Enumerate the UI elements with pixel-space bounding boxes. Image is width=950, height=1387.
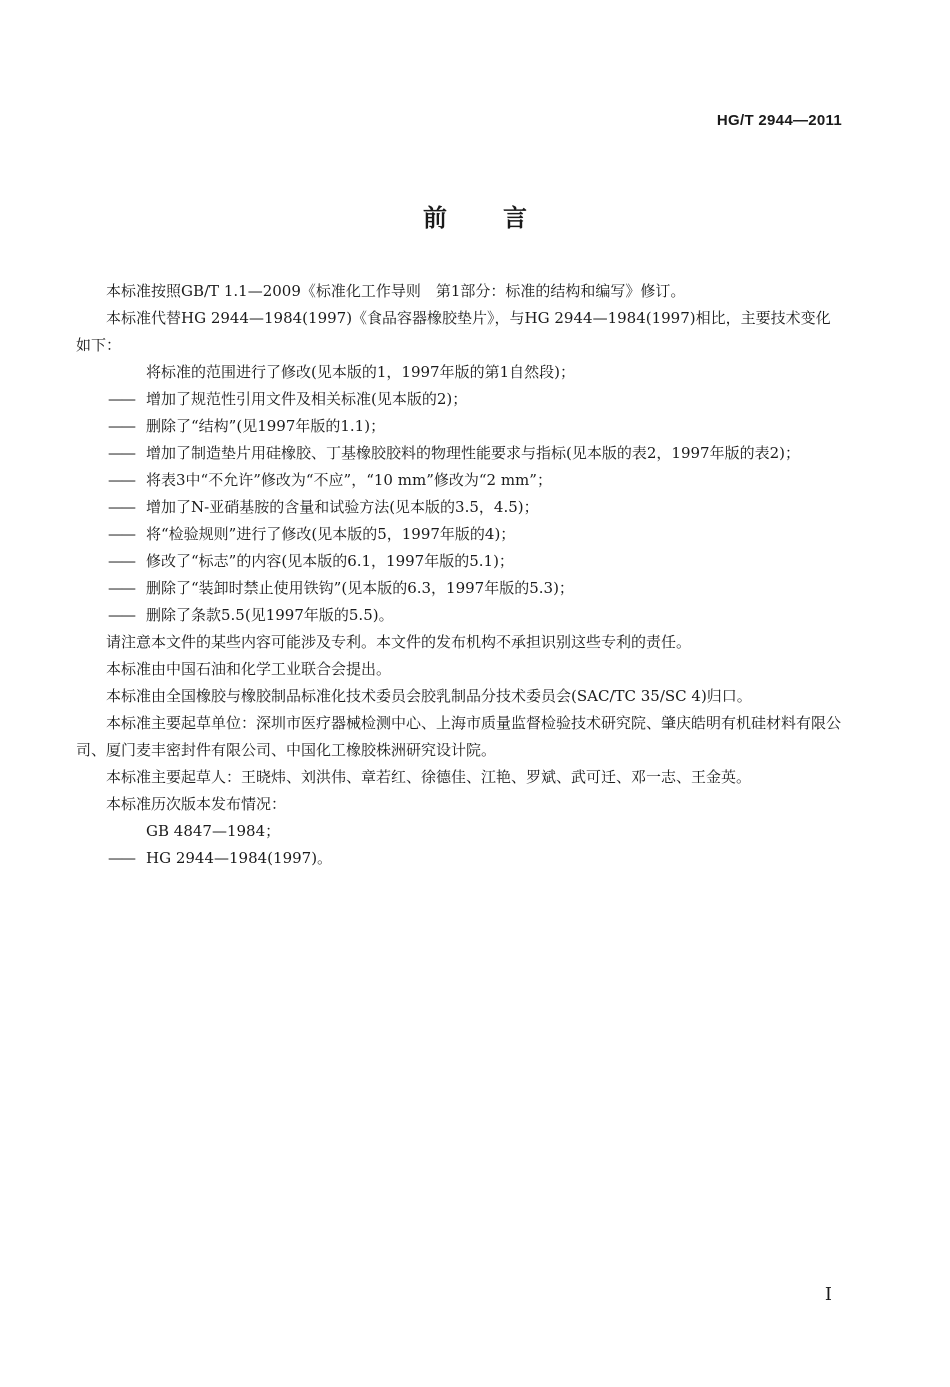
paragraph-patent-notice: 请注意本文件的某些内容可能涉及专利。本文件的发布机构不承担识别这些专利的责任。	[106, 633, 692, 651]
change-item-2	[76, 413, 844, 440]
change-text: 增加了规范性引用文件及相关标准(见本版的2)；	[146, 390, 468, 408]
change-item-5	[76, 494, 844, 521]
change-item-6	[76, 521, 844, 548]
page-number: I	[824, 1284, 832, 1305]
change-text: 删除了条款5.5(见1997年版的5.5)。	[146, 606, 394, 624]
title-char-2: 言	[503, 204, 527, 232]
page-title	[0, 198, 950, 233]
paragraph-revision-basis: 本标准按照GB/T 1.1—2009《标准化工作导则 第1部分：标准的结构和编写》修订。	[106, 282, 686, 300]
dash: ——	[108, 579, 134, 597]
dash: ——	[108, 471, 134, 489]
paragraph-committee: 本标准由全国橡胶与橡胶制品标准化技术委员会胶乳制品分技术委员会(SAC/TC 35/SC 4)归口。	[106, 687, 752, 705]
change-item-0: 将标准的范围进行了修改(见本版的1，1997年版的第1自然段)；	[146, 363, 575, 381]
change-item-8	[76, 575, 844, 602]
history-item-2	[76, 845, 844, 872]
paragraph-drafters: 本标准主要起草人：王晓炜、刘洪伟、章若红、徐德佳、江艳、罗斌、武可迁、邓一志、王金英。	[106, 768, 752, 786]
dash: ——	[108, 552, 134, 570]
paragraph-drafting-units: 本标准主要起草单位：深圳市医疗器械检测中心、上海市质量监督检验技术研究院、肇庆皓明有机硅材料有限公司、厦门麦丰密封件有限公司、中国化工橡胶株洲研究设计院。	[76, 714, 842, 759]
foreword-body	[76, 278, 844, 872]
change-item-3	[76, 440, 844, 467]
dash: ——	[108, 498, 134, 516]
change-text: 增加了制造垫片用硅橡胶、丁基橡胶胶料的物理性能要求与指标(见本版的表2，1997年版的表2)；	[146, 444, 800, 462]
change-item-1	[76, 386, 844, 413]
paragraph-replacement: 本标准代替HG 2944—1984(1997)《食品容器橡胶垫片》，与HG 2944—1984(1997)相比，主要技术变化如下：	[76, 309, 831, 354]
change-text: 增加了N-亚硝基胺的含量和试验方法(见本版的3.5，4.5)；	[146, 498, 539, 516]
change-text: 将“检验规则”进行了修改(见本版的5，1997年版的4)；	[146, 525, 516, 543]
title-char-1: 前	[423, 204, 447, 232]
paragraph-history: 本标准历次版本发布情况：	[106, 795, 287, 813]
standard-number: HG/T 2944—2011	[716, 112, 842, 129]
change-item-4	[76, 467, 844, 494]
change-text: 删除了“装卸时禁止使用铁钩”(见本版的6.3，1997年版的5.3)；	[146, 579, 574, 597]
paragraph-proposer: 本标准由中国石油和化学工业联合会提出。	[106, 660, 392, 678]
dash: ——	[108, 606, 134, 624]
dash: ——	[108, 849, 134, 867]
history-text: HG 2944—1984(1997)。	[146, 849, 333, 867]
dash: ——	[108, 417, 134, 435]
history-item-1: GB 4847—1984；	[146, 822, 281, 840]
change-text: 修改了“标志”的内容(见本版的6.1，1997年版的5.1)；	[146, 552, 514, 570]
change-text: 删除了“结构”(见1997年版的1.1)；	[146, 417, 386, 435]
change-text: 将表3中“不允许”修改为“不应”，“10 mm”修改为“2 mm”；	[146, 471, 552, 489]
dash: ——	[108, 525, 134, 543]
change-item-9	[76, 602, 844, 629]
dash: ——	[108, 390, 134, 408]
dash: ——	[108, 444, 134, 462]
change-item-7	[76, 548, 844, 575]
